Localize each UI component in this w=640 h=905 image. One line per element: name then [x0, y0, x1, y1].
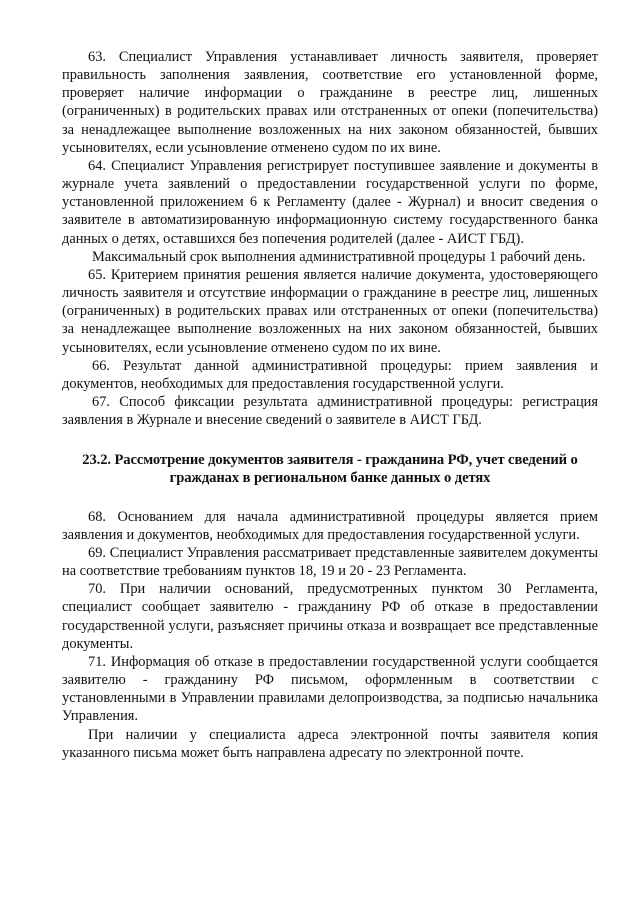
- paragraph-64: 64. Специалист Управления регистрирует поступившее заявление и документы в журнале учета заявлений о предоставлении государственной услуги по форме, установленной приложением 6 к Регламенту (далее - Журнал) и вносит сведения о заявителе в автоматизированную информационную систему государственного банка данных о детях, оставшихся без попечения родителей (далее - АИСТ ГБД).: [62, 157, 598, 247]
- section-heading-23-2: 23.2. Рассмотрение документов заявителя - гражданина РФ, учет сведений о гражданах в региональном банке данных о детях: [82, 452, 578, 487]
- paragraph-70: 70. При наличии оснований, предусмотренных пунктом 30 Регламента, специалист сообщает заявителю - гражданину РФ об отказе в предоставлении государственной услуги, разъясняет причины отказа и возвращает все представленные документы.: [62, 581, 598, 652]
- document-page: [62, 48, 598, 762]
- paragraph-max-term: Максимальный срок выполнения административной процедуры 1 рабочий день.: [92, 248, 586, 265]
- paragraph-65: 65. Критерием принятия решения является наличие документа, удостоверяющего личность заявителя и отсутствие информации о гражданине в реестре лиц, лишенных (ограниченных) в родительских правах или отстраненных от опеки (попечительства) за ненадлежащее выполнение возложенных на них законом обязанностей, бывших усыновителях, если усыновление отменено судом по их вине.: [62, 266, 598, 356]
- paragraph-71: 71. Информация об отказе в предоставлении государственной услуги сообщается заявителю - гражданину РФ письмом, оформленным в соответствии с установленными в Управлении правилами делопроизводства, за подписью начальника Управления.: [62, 653, 598, 725]
- paragraph-email-copy: При наличии у специалиста адреса электронной почты заявителя копия указанного письма может быть направлена адресату по электронной почте.: [62, 726, 598, 761]
- paragraph-69: 69. Специалист Управления рассматривает представленные заявителем документы на соответствие требованиям пунктов 18, 19 и 20 - 23 Регламента.: [62, 545, 598, 580]
- paragraph-67: 67. Способ фиксации результата административной процедуры: регистрация заявления в Журнале и внесение сведений о заявителе в АИСТ ГБД.: [62, 393, 598, 429]
- paragraph-66: 66. Результат данной административной процедуры: прием заявления и документов, необходимых для предоставления государственной услуги.: [62, 357, 598, 392]
- paragraph-68: 68. Основанием для начала административной процедуры является прием заявления и документов, необходимых для предоставления государственной услуги.: [62, 508, 598, 543]
- paragraph-63: 63. Специалист Управления устанавливает личность заявителя, проверяет правильность заполнения заявления, соответствие его установленной форме, проверяет наличие информации о гражданине в реестре лиц, лишенных (ограниченных) в родительских правах или отстраненных от опеки (попечительства) за ненадлежащее выполнение возложенных на них законом обязанностей, бывших усыновителях, если усыновление отменено судом по их вине.: [62, 49, 598, 156]
